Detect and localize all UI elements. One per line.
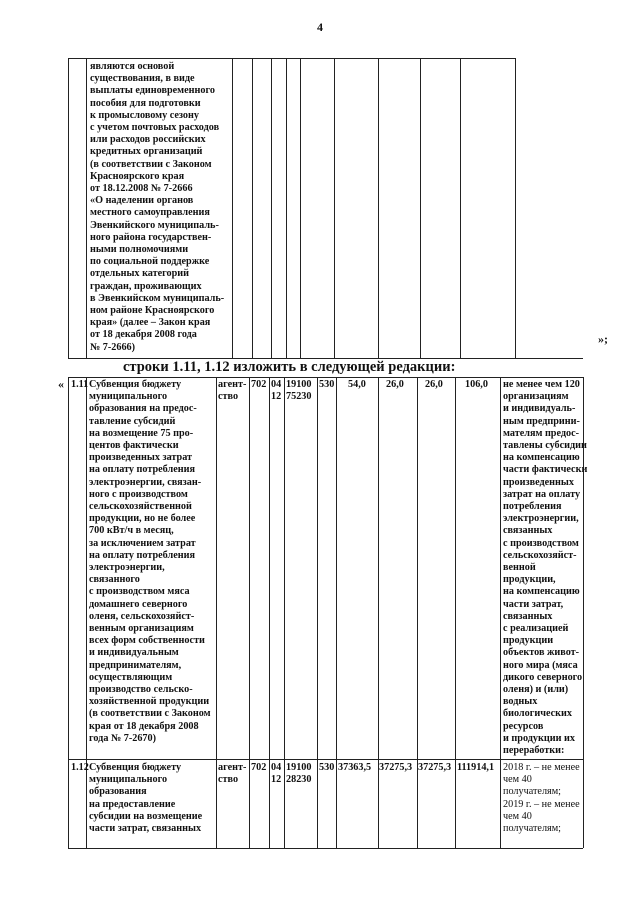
table-border bbox=[68, 377, 69, 848]
table-border bbox=[460, 58, 461, 358]
row-grbs: 702 bbox=[251, 762, 267, 773]
table-border bbox=[68, 759, 583, 760]
row-value-3: 37275,3 bbox=[418, 762, 452, 773]
row-value-1: 54,0 bbox=[348, 379, 366, 390]
row-result: 2018 г. – не менее чем 40 получателям; 2019 г. – не менее чем 40 получателям; bbox=[503, 762, 580, 835]
row-vr: 530 bbox=[319, 379, 335, 390]
table-border bbox=[378, 58, 379, 358]
row-rzpr: 04 12 bbox=[271, 762, 282, 786]
row-name: Субвенция бюджету муниципального образования на предоставление субсидии на возмещение части затрат, связанных bbox=[89, 762, 203, 835]
table-border bbox=[249, 377, 250, 848]
table-border bbox=[336, 377, 337, 848]
row-total: 106,0 bbox=[465, 379, 488, 390]
table-border bbox=[317, 377, 318, 848]
table-border bbox=[334, 58, 335, 358]
table-border bbox=[232, 58, 233, 358]
row-rzpr: 04 12 bbox=[271, 379, 282, 403]
table-border bbox=[378, 377, 379, 848]
table-border bbox=[286, 58, 287, 358]
row-csr: 19100 28230 bbox=[286, 762, 312, 786]
table-border bbox=[68, 58, 515, 59]
table-border bbox=[68, 377, 583, 378]
row-name: Субвенция бюджету муниципального образования на предос- тавление субсидий на возмещение 75 про- центов фактически произведенных затрат на оплату потребления электроэнергии, связан- ного с производством сельскохозяйственной продукции, но не более 700 кВт/ч в месяц, за исключением затрат на оплату потребления электроэнергии, связанного с производством мяса домашнего северного оленя, сельскохозяйст- венным организациям всех форм собственности и индивидуальным предпринимателям, осуществляющим производство сельско- хозяйственной продукции (в соответствии с Законом края от 18 декабря 2008 года № 7-2670) bbox=[89, 379, 211, 744]
row-number: 1.12 bbox=[71, 762, 89, 773]
row-number: 1.11 bbox=[71, 379, 89, 390]
row-value-2: 37275,3 bbox=[379, 762, 413, 773]
table-border bbox=[455, 377, 456, 848]
opening-quote: « bbox=[58, 377, 64, 391]
table-border bbox=[68, 848, 583, 849]
table-border bbox=[417, 377, 418, 848]
row-vr: 530 bbox=[319, 762, 335, 773]
table-border bbox=[284, 377, 285, 848]
table-border bbox=[500, 377, 501, 848]
section-caption: строки 1.11, 1.12 изложить в следующей редакции: bbox=[123, 359, 456, 375]
row-csr: 19100 75230 bbox=[286, 379, 312, 403]
table-border bbox=[252, 58, 253, 358]
table-border bbox=[216, 377, 217, 848]
table-border bbox=[269, 377, 270, 848]
row-agency: агент- ство bbox=[218, 379, 247, 403]
row-value-1: 37363,5 bbox=[338, 762, 372, 773]
closing-mark: »; bbox=[598, 332, 608, 346]
row-result: не менее чем 120 организациям и индивидуаль- ным предприни- мателям предос- тавлены субсидии на компенсацию части фактически произведенных затрат на оплату потребления электроэнергии, связанных с производством сельскохозяйст- венной продукции, на компенсацию части затрат, связанных с реализацией продукции объектов живот- ного мира (мяса дикого северного оленя) и (или) водных биологических ресурсов и продукции их переработки: bbox=[503, 379, 588, 757]
table-border bbox=[86, 58, 87, 358]
table-border bbox=[271, 58, 272, 358]
table-border bbox=[68, 58, 69, 358]
row-value-2: 26,0 bbox=[386, 379, 404, 390]
row-agency: агент- ство bbox=[218, 762, 247, 786]
row-grbs: 702 bbox=[251, 379, 267, 390]
page-number: 4 bbox=[317, 20, 323, 34]
table-border bbox=[86, 377, 87, 848]
row-value-3: 26,0 bbox=[425, 379, 443, 390]
table-border bbox=[420, 58, 421, 358]
top-table-text: являются основой существования, в виде выплаты единовременного пособия для подготовки к промысловому сезону с учетом почтовых расходов или расходов российских кредитных организаций (в соответствии с Законом Красноярского края от 18.12.2008 № 7-2666 «О наделении органов местного самоуправления Эвенкийского муниципаль- ного района государствен- ными полномочиями по социальной поддержке отдельных категорий граждан, проживающих в Эвенкийском муниципаль- ном районе Красноярского края» (далее – Закон края от 18 декабря 2008 года № 7-2666) bbox=[90, 61, 225, 353]
table-border bbox=[300, 58, 301, 358]
row-total: 111914,1 bbox=[457, 762, 495, 773]
table-border bbox=[515, 58, 516, 358]
